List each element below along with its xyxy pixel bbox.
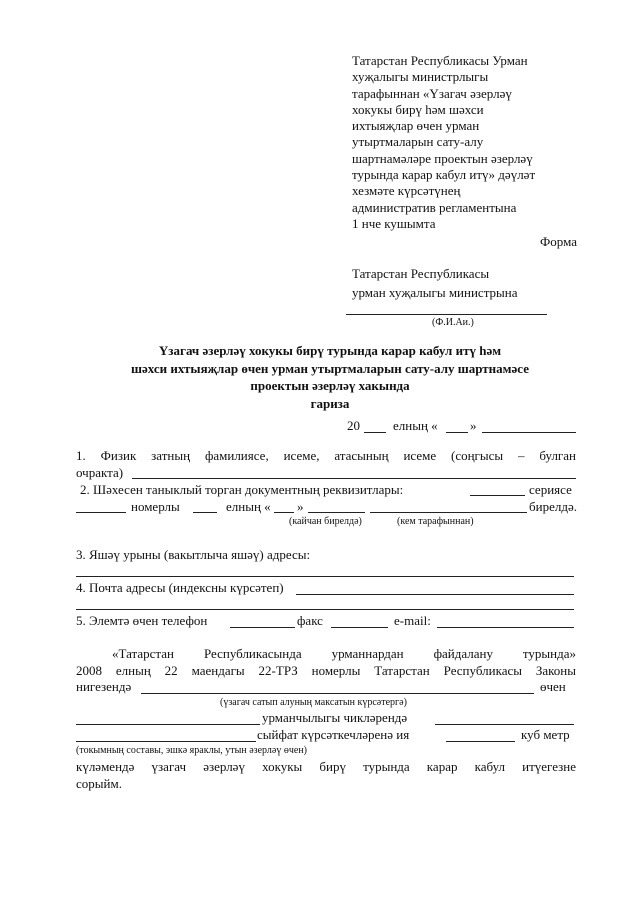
title-line-3: проектын әзерләү хакында: [250, 378, 410, 393]
regulation-header: [352, 53, 535, 232]
doc-issuer-line[interactable]: [370, 512, 527, 513]
title-line-1: Үзагач әзерләү хокукы бирү турында карар кабул итү һәм: [158, 343, 502, 358]
doc-issued-label: бирелдә.: [529, 499, 577, 514]
addressee-name-hint: (Ф.И.Аи.): [432, 317, 474, 328]
body-line-2: 2008 елның 22 маендагы 22-ТРЗ номерлы Татарстан Республикасы Законы: [76, 663, 576, 678]
forestry-label: урманчылыгы чикләрендә: [262, 710, 408, 725]
date-year-suffix: елның «: [393, 418, 438, 433]
doc-month-line[interactable]: [308, 512, 365, 513]
quality-input-line[interactable]: [76, 741, 256, 742]
postal-address-line-2[interactable]: [76, 609, 574, 610]
doc-series-label: сериясе: [529, 482, 572, 497]
form-label: Форма: [540, 234, 577, 249]
body-line-3-start: нигезендә: [76, 679, 132, 694]
phone-input-line[interactable]: [230, 627, 295, 628]
header-line: Татарстан Республикасы Урман: [352, 53, 528, 68]
title-line-2: шәхси ихтыяҗлар өчен урман утыртмаларын сату-алу шартнамәсе: [131, 360, 529, 376]
residence-address-line[interactable]: [76, 576, 574, 577]
body-line-3-end: өчен: [540, 679, 566, 694]
header-line: тарафыннан «Үзагач әзерләү: [352, 85, 512, 101]
header-line: хокукы бирү һәм шәхси: [352, 101, 484, 117]
doc-year-label: елның «: [226, 499, 271, 514]
doc-issued-who-hint: (кем тарафыннан): [397, 516, 474, 527]
purpose-hint: (үзагач сатып алуның максатын күрсәтергә): [220, 697, 407, 708]
composition-hint: (токымның составы, эшкә яраклы, утын әзерләү өчен): [76, 745, 308, 756]
date-prefix: 20: [347, 418, 360, 433]
field-3-label: 3. Яшәү урыны (вакытлыча яшәү) адресы:: [76, 547, 311, 562]
date-month-field[interactable]: [482, 432, 576, 433]
doc-day-line[interactable]: [274, 512, 294, 513]
purpose-input-line[interactable]: [141, 693, 534, 694]
fax-input-line[interactable]: [331, 627, 388, 628]
field-1-label-cont: очракта): [76, 465, 124, 480]
header-line: хуҗалыгы министрлыгы: [352, 69, 489, 85]
header-line: турында карар кабул итү» дәүләт: [352, 167, 536, 183]
field-5-phone-label: 5. Элемтә өчен телефон: [76, 613, 208, 628]
doc-issued-when-hint: (кайчан бирелдә): [289, 516, 362, 527]
header-line: хезмәте күрсәтүнең: [352, 183, 461, 199]
header-line: 1 нче кушымта: [352, 215, 436, 231]
header-line: шартнамәләре проектын әзерләү: [352, 150, 533, 166]
date-day-field[interactable]: [446, 432, 468, 433]
volume-unit: куб метр: [521, 727, 570, 742]
doc-series-line[interactable]: [470, 495, 525, 496]
header-line: административ регламентына: [352, 199, 517, 215]
doc-number-label: номерлы: [131, 499, 180, 514]
doc-series-value-line[interactable]: [76, 512, 126, 513]
addressee-name-line[interactable]: [346, 314, 547, 315]
doc-number-line[interactable]: [193, 512, 217, 513]
body-line-1: «Татарстан Республикасында урманнардан файдалану турында»: [112, 646, 576, 661]
email-input-line[interactable]: [437, 627, 574, 628]
title-line-4: гариза: [310, 395, 350, 411]
forestry-name-line[interactable]: [76, 724, 260, 725]
doc-day-close: »: [297, 499, 304, 514]
field-1-label: 1. Физик затның фамилиясе, исеме, атасының исеме (соңгысы – булган: [76, 448, 576, 463]
addressee-line-2: урман хуҗалыгы министрына: [352, 285, 518, 300]
header-line: ихтыяҗлар өчен урман: [352, 118, 480, 134]
field-5-email-label: e-mail:: [394, 613, 431, 628]
date-day-close: »: [470, 418, 477, 433]
document-title: [60, 342, 600, 412]
addressee-line-1: Татарстан Республикасы: [352, 266, 490, 281]
final-line-2: сорыйм.: [76, 776, 122, 791]
fullname-input-line[interactable]: [132, 478, 576, 479]
volume-input-line[interactable]: [446, 741, 515, 742]
date-year-field[interactable]: [364, 432, 386, 433]
forestry-extra-line[interactable]: [435, 724, 574, 725]
field-4-label: 4. Почта адресы (индексны күрсәтеп): [76, 580, 284, 595]
final-line-1: күләмендә үзагач әзерләү хокукы бирү турында карар кабул итүегезне: [76, 759, 576, 774]
header-line: утыртмаларын сату-алу: [352, 134, 484, 150]
postal-address-line[interactable]: [296, 594, 574, 595]
field-2-label: 2. Шәхесен таныклый торган документның реквизитлары:: [80, 482, 404, 497]
field-5-fax-label: факс: [297, 613, 323, 628]
quality-label: сыйфат күрсәткечләренә ия: [257, 727, 410, 742]
